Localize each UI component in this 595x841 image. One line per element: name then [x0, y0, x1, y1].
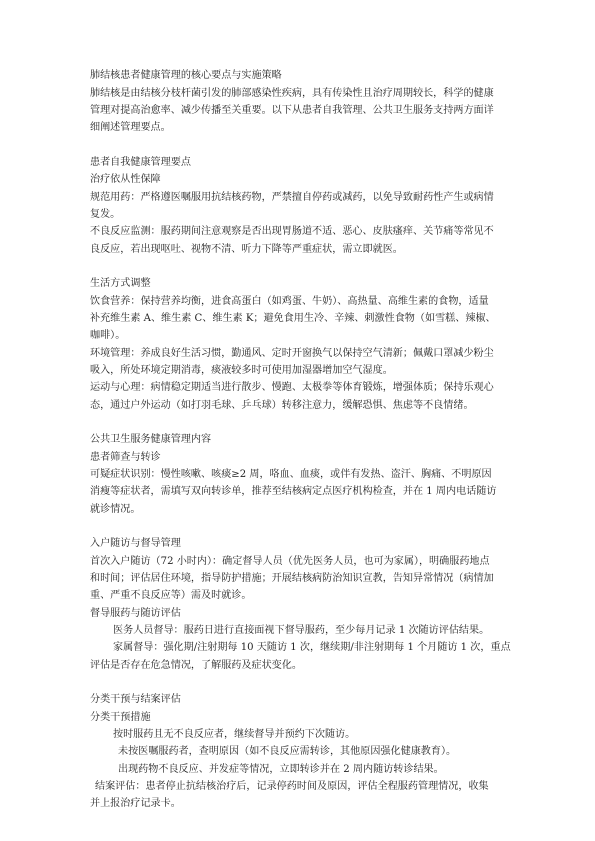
subsection-heading: 患者筛查与转诊: [90, 452, 161, 463]
paragraph-line: 咖啡）。: [90, 330, 126, 341]
paragraph-line: 消瘦等症状者，需填写双向转诊单，推荐至结核病定点医疗机构检查，并在 1 周内电话随访: [90, 486, 497, 497]
paragraph-line: 饮食营养：保持营养均衡，进食高蛋白（如鸡蛋、牛奶）、高热量、高维生素的食物，适量: [90, 296, 489, 307]
intro-line: 肺结核是由结核分枝杆菌引发的肺部感染性疾病，具有传染性且治疗周期较长，科学的健康: [90, 88, 494, 99]
paragraph-line: 重、严重不良反应等）需及时就诊。: [90, 590, 252, 601]
subsection-heading: 入户随访与督导管理: [90, 538, 181, 549]
paragraph-line: 首次入户随访（72 小时内）：确定督导人员（优先医务人员，也可为家属），明确服药地点: [90, 556, 490, 567]
paragraph-line: 家属督导：强化期/注射期每 10 天随访 1 次，继续期/非注射期每 1 个月随访 1 次，重点: [113, 642, 511, 653]
paragraph-line: 复发。: [90, 209, 121, 220]
section-heading: 分类干预与结案评估: [90, 694, 181, 705]
paragraph-line: 结案评估：患者停止抗结核治疗后，记录停药时间及原因，评估全程服药管理情况，收集: [95, 781, 489, 792]
paragraph-line: 良反应，若出现呕吐、视物不清、听力下降等严重症状，需立即就医。: [90, 244, 403, 255]
paragraph-line: 态，通过户外运动（如打羽毛球、乒乓球）转移注意力，缓解恐惧、焦虑等不良情绪。: [90, 400, 474, 411]
list-item: 出现药物不良反应、并发症等情况，立即转诊并在 2 周内随访转诊结果。: [118, 764, 444, 775]
paragraph-line: 就诊情况。: [90, 504, 141, 515]
paragraph-line: 规范用药：严格遵医嘱服用抗结核药物，严禁擅自停药或减药，以免导致耐药性产生或病情: [90, 192, 494, 203]
paragraph-line: 并上报治疗记录卡。: [90, 798, 181, 809]
list-item: 未按医嘱服药者，查明原因（如不良反应需转诊，其他原因强化健康教育）。: [118, 746, 457, 757]
paragraph-line: 补充维生素 A、维生素 C、维生素 K；避免食用生冷、辛辣、刺激性食物（如雪糕、辣椒、: [90, 313, 496, 324]
subsection-heading: 治疗依从性保障: [90, 174, 161, 185]
section-heading: 公共卫生服务健康管理内容: [90, 434, 212, 445]
subsection-heading: 分类干预措施: [90, 712, 151, 723]
section-heading: 患者自我健康管理要点: [90, 157, 191, 168]
intro-line: 管理对提高治愈率、减少传播至关重要。以下从患者自我管理、公共卫生服务支持两方面详: [90, 105, 494, 116]
paragraph-line: 评估是否存在危急情况，了解服药及症状变化。: [90, 660, 302, 671]
paragraph-line: 不良反应监测：服药期间注意观察是否出现胃肠道不适、恶心、皮肤瘙痒、关节痛等常见不: [90, 226, 494, 237]
paragraph-line: 运动与心理：病情稳定期适当进行散步、慢跑、太极拳等体育锻炼，增强体质；保持乐观心: [90, 382, 494, 393]
document-title: 肺结核患者健康管理的核心要点与实施策略: [90, 70, 282, 81]
list-item: 按时服药且无不良反应者，继续督导并预约下次随访。: [113, 729, 356, 740]
paragraph-line: 和时间；评估居住环境，指导防护措施；开展结核病防治知识宣教，告知异常情况（病情加: [90, 573, 494, 584]
paragraph-line: 环境管理：养成良好生活习惯，勤通风、定时开窗换气以保持空气清新；佩戴口罩减少粉尘: [90, 348, 494, 359]
paragraph-line: 吸入，所处环境定期消毒，痰液较多时可使用加湿器增加空气湿度。: [90, 365, 393, 376]
subsection-heading: 督导服药与随访评估: [90, 608, 181, 619]
paragraph-line: 可疑症状识别：慢性咳嗽、咳痰≥2 周，咯血、血痰，或伴有发热、盗汗、胸痛、不明原因: [90, 469, 492, 480]
paragraph-line: 医务人员督导：服药日进行直接面视下督导服药，至少每月记录 1 次随访评估结果。: [113, 625, 490, 636]
intro-line: 细阐述管理要点。: [90, 122, 171, 133]
subsection-heading: 生活方式调整: [90, 278, 151, 289]
